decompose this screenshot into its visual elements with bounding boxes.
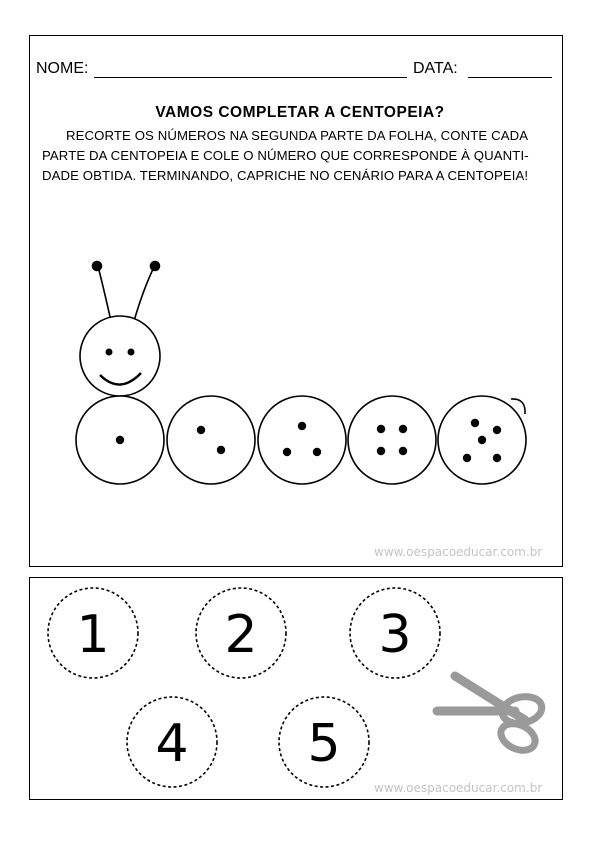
counting-dot bbox=[493, 454, 501, 462]
number-cutouts bbox=[48, 588, 440, 787]
counting-dot bbox=[298, 422, 306, 430]
date-label: DATA: bbox=[413, 60, 458, 77]
cutout-number-label: 5 bbox=[307, 714, 341, 774]
instruction-line-1: RECORTE OS NÚMEROS NA SEGUNDA PARTE DA FOLHA, CONTE CADA bbox=[66, 128, 529, 143]
counting-dot bbox=[313, 448, 321, 456]
number-cutout-3[interactable] bbox=[350, 588, 440, 678]
cutout-number-label: 2 bbox=[224, 605, 258, 665]
counting-dot bbox=[116, 436, 124, 444]
cutout-number-label: 3 bbox=[378, 605, 412, 665]
left-antenna-tip bbox=[93, 262, 102, 271]
centipede bbox=[80, 262, 525, 415]
number-cutout-2[interactable] bbox=[196, 588, 286, 678]
cutout-number-label: 4 bbox=[155, 714, 189, 774]
left-eye bbox=[106, 349, 113, 356]
counting-dot bbox=[399, 425, 407, 433]
left-antenna bbox=[98, 266, 111, 321]
counting-dot bbox=[217, 446, 225, 454]
cutout-number-label: 1 bbox=[76, 605, 110, 665]
number-cutout-1[interactable] bbox=[48, 588, 138, 678]
centipede-segment bbox=[167, 396, 255, 484]
right-antenna-tip bbox=[151, 262, 160, 271]
counting-dot bbox=[493, 426, 501, 434]
watermark-top: www.oespacoeducar.com.br bbox=[374, 545, 543, 559]
right-antenna bbox=[134, 267, 154, 321]
counting-dot bbox=[463, 454, 471, 462]
instruction-line-3: DADE OBTIDA. TERMINANDO, CAPRICHE NO CENÁRIO PARA A CENTOPEIA! bbox=[42, 168, 529, 183]
counting-dot bbox=[478, 436, 486, 444]
number-cutout-5[interactable] bbox=[279, 697, 369, 787]
counting-dot bbox=[377, 425, 385, 433]
counting-dot bbox=[471, 419, 479, 427]
centipede-segments bbox=[76, 396, 526, 484]
watermark-bottom: www.oespacoeducar.com.br bbox=[374, 781, 543, 795]
counting-dot bbox=[283, 448, 291, 456]
counting-dot bbox=[399, 447, 407, 455]
counting-dot bbox=[197, 426, 205, 434]
instruction-line-2: PARTE DA CENTOPEIA E COLE O NÚMERO QUE CORRESPONDE À QUANTI- bbox=[42, 148, 529, 163]
name-label: NOME: bbox=[36, 60, 89, 77]
page-title: VAMOS COMPLETAR A CENTOPEIA? bbox=[155, 104, 445, 121]
scissors-icon bbox=[437, 676, 544, 755]
right-eye bbox=[128, 349, 135, 356]
centipede-segment bbox=[258, 396, 346, 484]
centipede-segment bbox=[348, 396, 436, 484]
counting-dot bbox=[377, 447, 385, 455]
number-cutout-4[interactable] bbox=[127, 697, 217, 787]
